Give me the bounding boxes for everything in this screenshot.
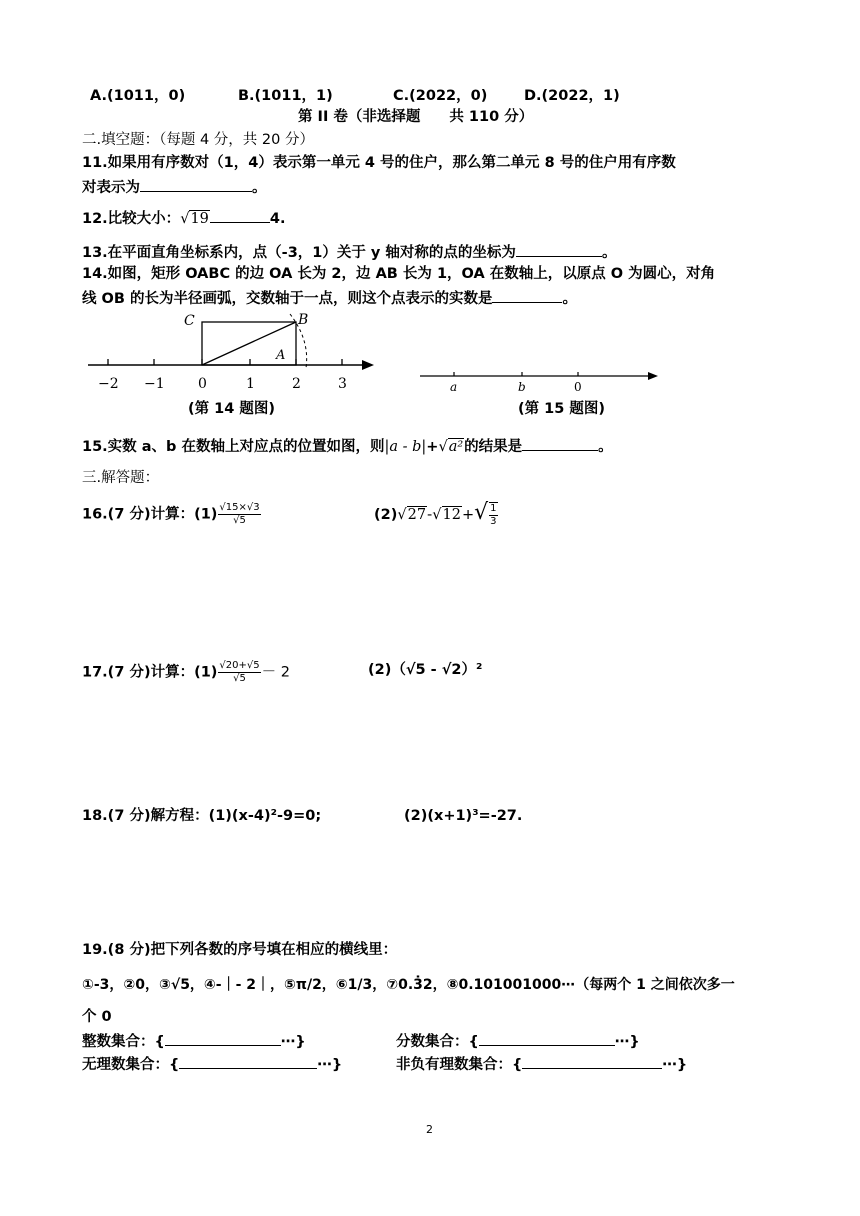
radicand: 12 [442,507,461,523]
fraction [218,660,260,685]
q12-prefix: 12.比较大小： [82,211,181,227]
q15-suffix: 的结果是 [464,439,523,455]
numerator: 1 [490,503,497,514]
option-a: A.(1011，0) [90,88,186,104]
q15-blank[interactable] [522,435,598,451]
q13 [82,241,616,263]
fig15-caption: (第 15 题图) [518,401,606,417]
section-title: 第 II 卷（非选择题 共 110 分） [298,109,534,125]
q16-part2: (2)√27-√12+√ $\frac{1}{3}$ [374,500,497,527]
q18-part1: 18.(7 分)解方程：(1)(x-4)²-9=0; [82,808,322,824]
abs-expression: |a - b| [384,439,427,455]
sqrt-symbol: √19 [180,211,209,227]
q14-line1: 14.如图，矩形 OABC 的边 OA 长为 2，边 AB 长为 1，OA 在数轴上，以原点 O 为圆心，对角 [82,266,716,282]
sqrt-symbol: √ [474,500,489,525]
q19-cont: 个 0 [82,1009,112,1025]
label-a: A [276,348,286,363]
q11-end: 。 [252,180,267,196]
fraction-blank[interactable] [479,1030,615,1046]
option-b: B.(1011，1) [238,88,333,104]
q13-blank[interactable] [516,241,602,257]
tick-label: −2 [98,376,119,392]
figure-14 [84,308,380,400]
q14-blank[interactable] [492,287,562,303]
q19-items: ①-3，②0，③√5，④-｜- 2｜，⑤π/2，⑥1/3，⑦0.3̇2，⑧0.101001000⋯（每两个 1 之间依次多一 [82,977,735,993]
q11-line1: 11.如果用有序数对（1，4）表示第一单元 4 号的住户，那么第二单元 8 号的住户用有序数 [82,155,676,171]
q17-part1 [82,660,290,685]
q14-end: 。 [562,291,577,307]
fraction [489,502,497,528]
tick-label: 3 [338,376,347,392]
denominator: 3 [490,516,497,527]
label-b: B [298,312,309,328]
irrational-set [82,1053,342,1075]
q12 [82,207,286,229]
integer-blank[interactable] [165,1030,281,1046]
set-label: 分数集合：{ [396,1034,479,1050]
irrational-blank[interactable] [179,1053,317,1069]
sqrt-symbol: √27 [397,507,427,523]
q14-text: 线 OB 的长为半径画弧，交数轴于一点，则这个点表示的实数是 [82,291,493,307]
numerator: √20+√5 [219,660,260,671]
figure-15 [416,364,664,394]
q12-radicand: 19 [190,211,209,227]
option-d: D.(2022，1) [524,88,620,104]
option-c: C.(2022，0) [393,88,488,104]
set-label: 整数集合：{ [82,1034,165,1050]
q17-tail: － 2 [261,664,290,681]
denominator: √5 [233,673,246,684]
q11-line2 [82,176,267,198]
q18-part2: (2)(x+1)³=-27. [404,808,523,824]
tick-label: 1 [246,376,255,392]
integer-set [82,1030,306,1052]
q17-prefix: 17.(7 分)计算：(1) [82,664,218,681]
fraction-set [396,1030,640,1052]
set-label: 非负有理数集合：{ [396,1057,523,1073]
q16-prefix: 16.(7 分)计算：(1) [82,506,218,523]
fraction [218,502,260,527]
page-number: 2 [426,1123,433,1136]
q13-text: 13.在平面直角坐标系内，点（-3，1）关于 y 轴对称的点的坐标为 [82,245,516,261]
fig14-caption: (第 14 题图) [188,401,276,417]
tick-label: 0 [198,376,207,392]
abs-inner: a - b [389,439,422,455]
q13-end: 。 [601,245,617,261]
sqrt-symbol: √a² [438,439,464,455]
tick-label: 2 [292,376,301,392]
q14-line2 [82,287,577,309]
q11-text: 对表示为 [82,180,140,196]
nonneg-rational-set [396,1053,687,1075]
q19-header: 19.(8 分)把下列各数的序号填在相应的横线里： [82,942,398,958]
label-zero: 0 [574,380,582,394]
q16-part2-prefix: (2) [374,507,398,523]
q15-radicand: a² [448,439,464,455]
q15-end: 。 [598,439,613,455]
set-close: ⋯} [317,1057,343,1073]
q16-part1 [82,502,262,527]
label-a: a [450,380,458,394]
plus-sign: + [426,439,439,455]
solve-header: 三.解答题： [82,470,160,486]
q17-part2: (2)（√5 - √2）² [368,662,483,678]
nonneg-blank[interactable] [522,1053,662,1069]
fill-header: 二.填空题：（每题 4 分，共 20 分） [82,132,314,148]
radicand: 27 [407,507,427,523]
q15 [82,435,613,457]
denominator: √5 [233,515,246,526]
numerator: √15×√3 [219,502,260,513]
set-close: ⋯} [280,1034,306,1050]
q12-blank[interactable] [210,207,270,223]
set-close: ⋯} [614,1034,640,1050]
q11-blank[interactable] [140,176,252,192]
label-c: C [184,313,195,329]
set-label: 无理数集合：{ [82,1057,180,1073]
sqrt-symbol: √12 [432,507,461,523]
set-close: ⋯} [662,1057,688,1073]
tick-label: −1 [144,376,165,392]
q12-suffix: 4. [269,211,286,227]
q15-prefix: 15.实数 a、b 在数轴上对应点的位置如图，则 [82,439,385,455]
label-b: b [518,380,526,394]
